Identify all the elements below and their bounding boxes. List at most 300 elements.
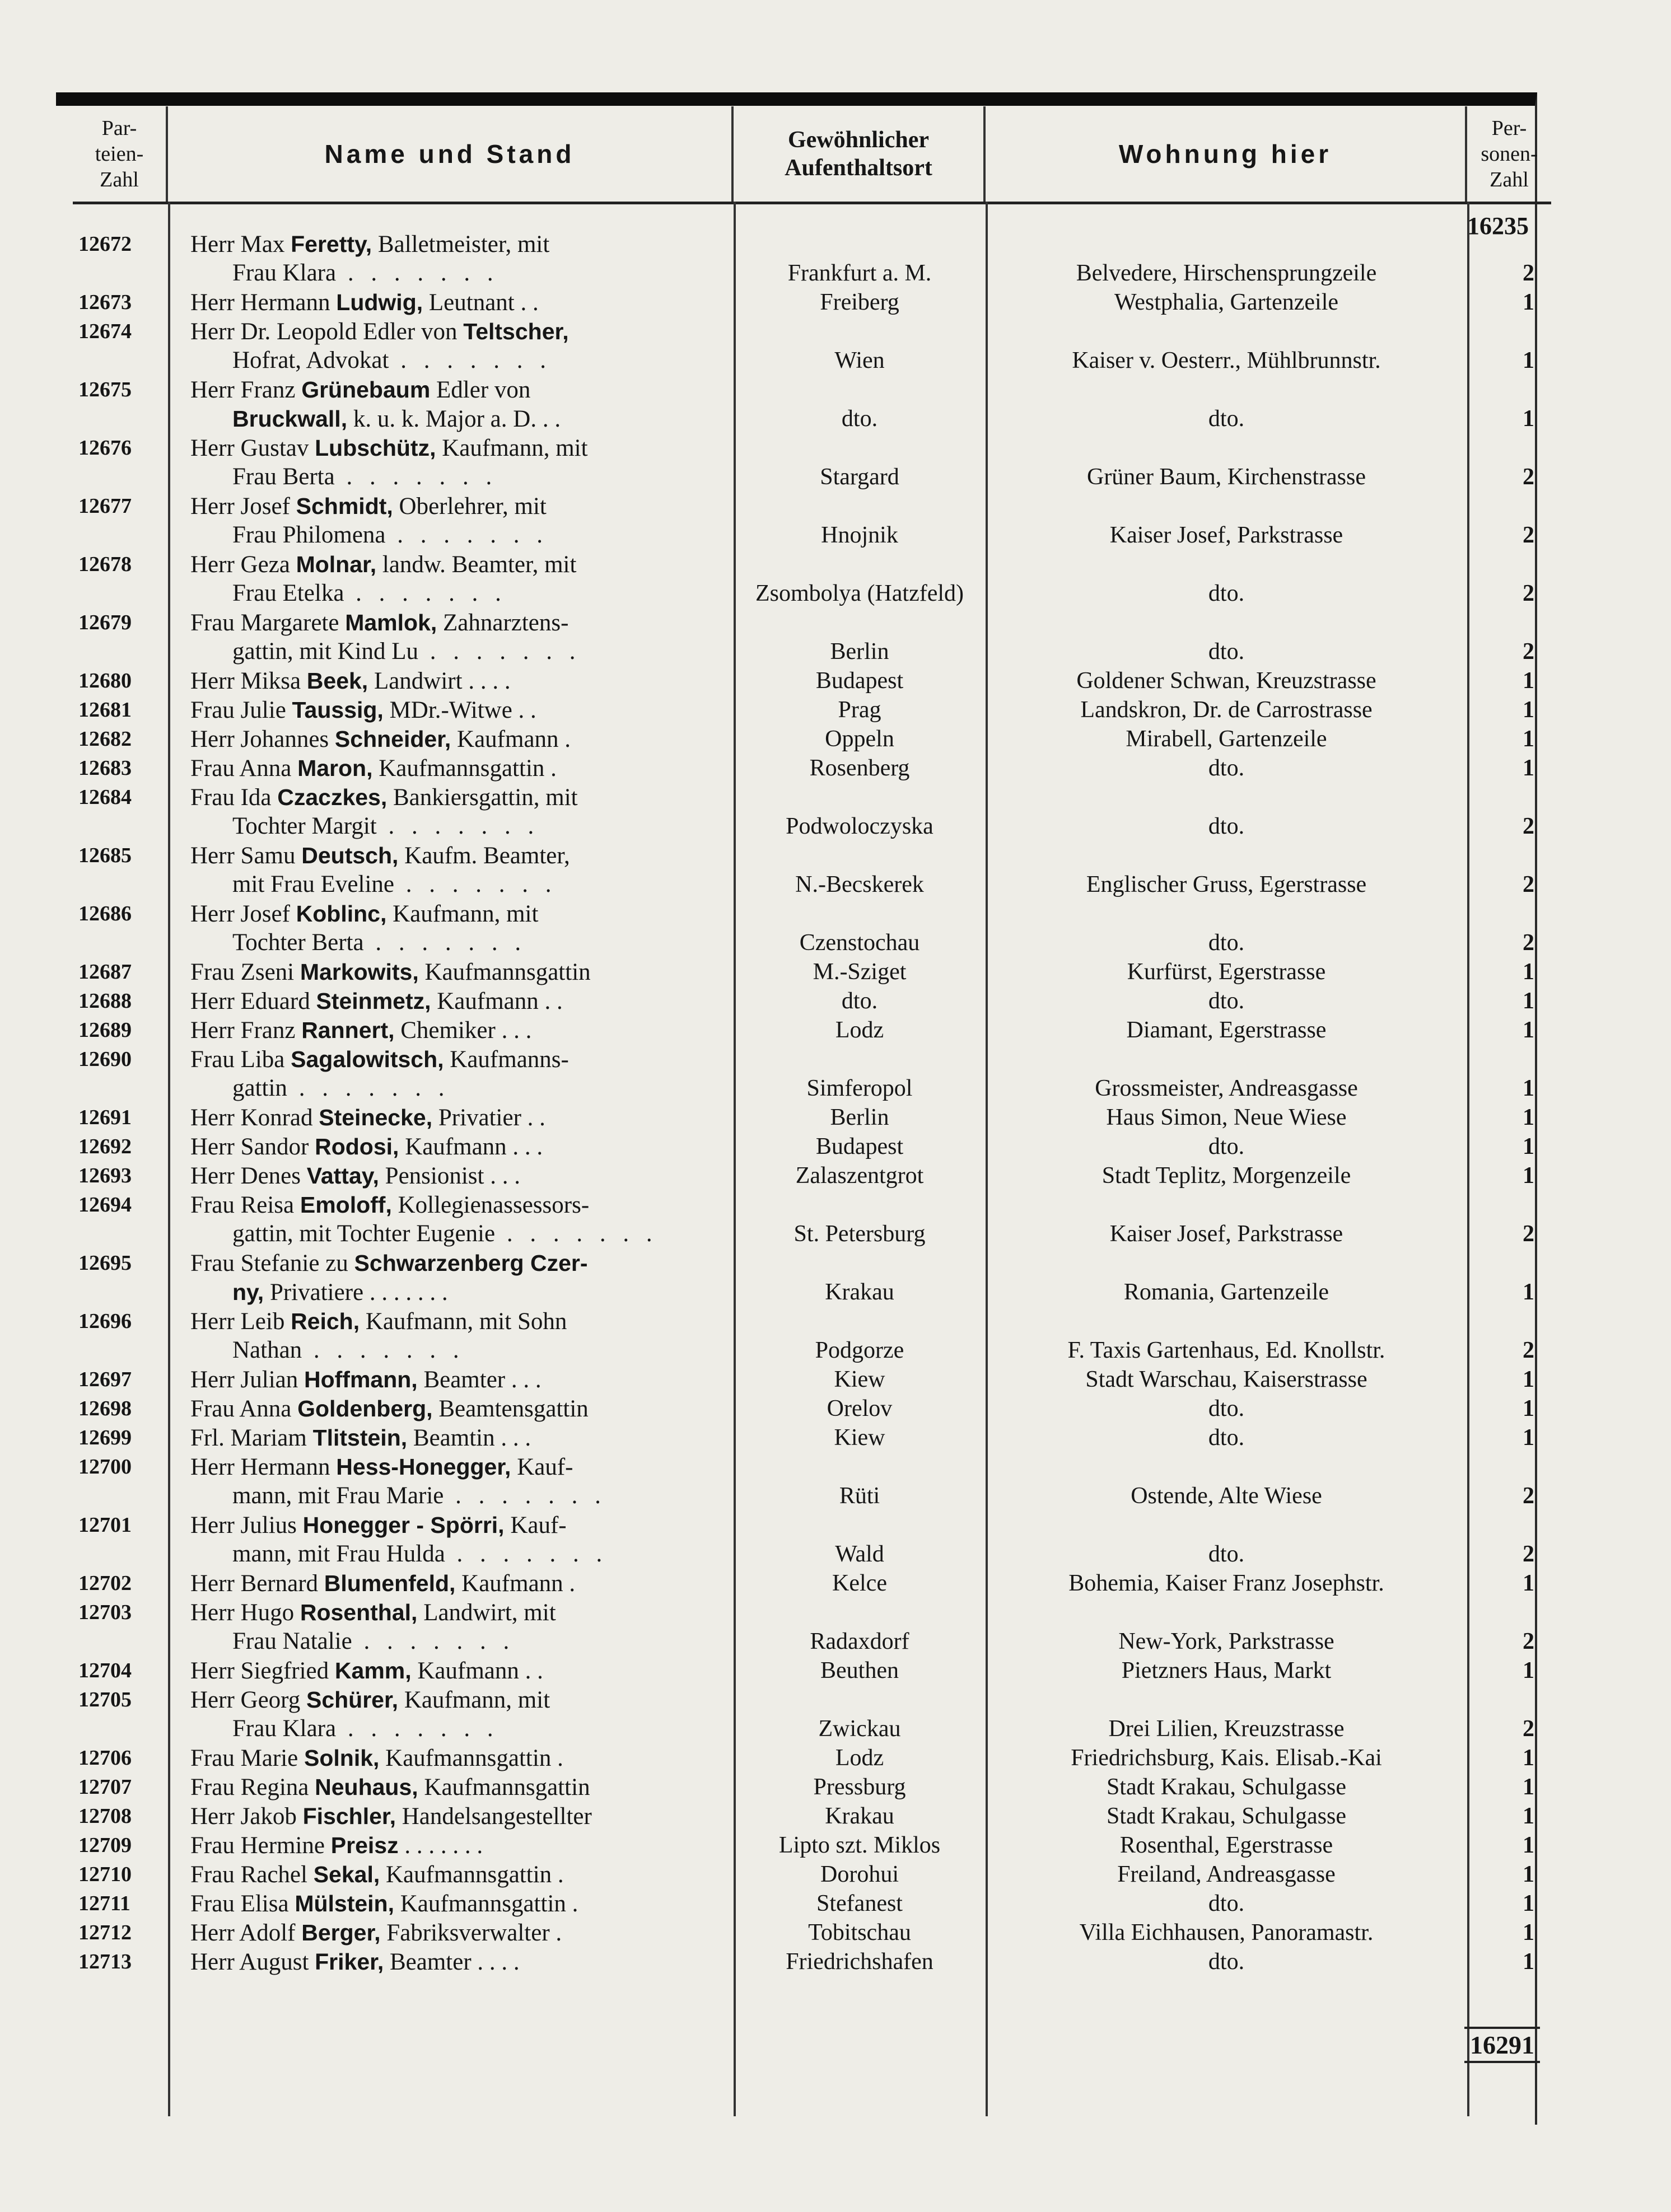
name-and-status: [168, 1016, 734, 1045]
name-text: Frau Margarete: [190, 610, 346, 636]
local-address: Drei Lilien, Kreuzstrasse: [1108, 1716, 1345, 1742]
name-line-continued: [190, 1074, 722, 1103]
name-line: [190, 1394, 722, 1423]
name-text: Frau Regina: [190, 1774, 315, 1801]
local-address: Stadt Krakau, Schulgasse: [1106, 1803, 1347, 1829]
local-address: Stadt Warschau, Kaiserstrasse: [1085, 1367, 1367, 1392]
name-text: Oberlehrer, mit: [393, 493, 547, 520]
name-text: Herr Johannes: [190, 726, 335, 752]
name-text: Herr Eduard: [190, 988, 316, 1014]
person-count: 2: [1523, 1221, 1534, 1247]
surname: Czaczkes,: [277, 784, 388, 810]
name-text: Tochter Margit: [232, 813, 377, 839]
name-line-continued: [190, 1540, 722, 1569]
table-row: [73, 1103, 1551, 1132]
name-and-status: [168, 1685, 734, 1743]
party-number: 12694: [78, 1193, 132, 1217]
table-row: [73, 1569, 1551, 1598]
name-text: Herr Konrad: [190, 1105, 319, 1131]
person-count: 1: [1523, 726, 1534, 752]
party-number: 12693: [78, 1164, 132, 1187]
local-address: Kaiser v. Oesterr., Mühlbrunnstr.: [1072, 348, 1381, 373]
name-text: Balletmeister, mit: [372, 231, 550, 258]
person-count: 2: [1523, 1338, 1534, 1363]
surname: Steinmetz,: [316, 988, 431, 1014]
name-line: [190, 1016, 722, 1045]
name-and-status: [168, 317, 734, 375]
leader-dots: . . . . . . .: [495, 1220, 658, 1247]
name-line-continued: [190, 928, 722, 957]
name-line: [190, 666, 722, 695]
usual-residence: Kiew: [834, 1367, 885, 1392]
usual-residence: Freiberg: [820, 289, 899, 315]
table-row: [73, 492, 1551, 550]
name-line-continued: [190, 259, 722, 288]
local-address: Pietzners Haus, Markt: [1121, 1658, 1332, 1683]
surname: Honegger - Spörri,: [302, 1512, 505, 1538]
name-line: [190, 1307, 722, 1336]
name-text: Herr Samu: [190, 843, 302, 869]
person-count: 2: [1523, 1483, 1534, 1509]
table-row: [73, 1773, 1551, 1802]
name-text: Kaufmannsgattin .: [379, 1745, 563, 1771]
party-number: 12701: [78, 1513, 132, 1537]
name-and-status: [168, 1860, 734, 1889]
name-and-status: [168, 754, 734, 783]
surname: Vattay,: [306, 1163, 379, 1189]
usual-residence: Dorohui: [820, 1862, 899, 1887]
name-line: [190, 695, 722, 724]
name-text: Kaufmann, mit: [398, 1687, 550, 1713]
surname: Steinecke,: [319, 1105, 433, 1130]
name-text: Frau Liba: [190, 1046, 291, 1073]
table-row: [73, 550, 1551, 608]
table-row: [73, 608, 1551, 666]
name-text: Fabriksverwalter .: [380, 1920, 562, 1946]
name-line: [190, 841, 722, 870]
usual-residence: Rüti: [839, 1483, 880, 1509]
surname: Mülstein,: [295, 1891, 394, 1916]
table-row: [73, 957, 1551, 986]
surname: Markowits,: [300, 959, 419, 985]
usual-residence: Krakau: [825, 1803, 894, 1829]
name-text: Herr August: [190, 1949, 315, 1975]
name-text: Herr Denes: [190, 1163, 307, 1189]
name-and-status: [168, 986, 734, 1016]
person-count: 1: [1523, 1891, 1534, 1916]
leader-dots: . . . . . . .: [336, 260, 499, 286]
surname: Molnar,: [296, 551, 377, 577]
surname: Schneider,: [334, 726, 451, 752]
local-address: Diamant, Egerstrasse: [1126, 1017, 1327, 1043]
party-number: 12711: [78, 1892, 130, 1915]
person-count: 1: [1523, 1105, 1534, 1130]
name-line: [190, 1045, 722, 1074]
party-number: 12673: [78, 291, 132, 314]
party-number: 12697: [78, 1368, 132, 1391]
name-text: Herr Sandor: [190, 1134, 315, 1160]
name-text: Kaufmann, mit: [436, 435, 588, 461]
person-count: 1: [1523, 755, 1534, 781]
party-number: 12688: [78, 989, 132, 1013]
usual-residence: dto.: [841, 988, 878, 1014]
usual-residence: Tobitschau: [808, 1920, 911, 1946]
name-text: Chemiker . . .: [394, 1017, 532, 1044]
table-row: [73, 1889, 1551, 1918]
name-and-status: [168, 608, 734, 666]
person-count: 1: [1523, 668, 1534, 694]
leader-dots: . . . . . . .: [302, 1337, 465, 1363]
name-text: Bankiersgattin, mit: [387, 784, 578, 811]
local-address: Goldener Schwan, Kreuzstrasse: [1076, 668, 1376, 694]
local-address: Belvedere, Hirschensprungzeile: [1076, 260, 1377, 286]
name-and-status: [168, 1103, 734, 1132]
table-row: [73, 899, 1551, 957]
name-and-status: [168, 1132, 734, 1161]
surname: Teltscher,: [463, 319, 569, 344]
name-text: Kaufmann, mit: [386, 901, 539, 927]
name-line: [190, 1598, 722, 1627]
name-line: [190, 1510, 722, 1540]
person-count: 1: [1523, 1396, 1534, 1421]
name-and-status: [168, 695, 734, 724]
table-row: [73, 288, 1551, 317]
surname: Reich,: [291, 1308, 360, 1334]
name-text: mann, mit Frau Marie: [232, 1483, 444, 1509]
name-line: [190, 1452, 722, 1481]
name-line-continued: [190, 1714, 722, 1743]
name-line: [190, 1947, 722, 1976]
table-row: [73, 695, 1551, 724]
usual-residence: Podgorze: [815, 1338, 904, 1363]
name-text: Kaufmannsgattin: [418, 1774, 590, 1801]
surname: Sagalowitsch,: [291, 1046, 444, 1072]
usual-residence: Beuthen: [820, 1658, 899, 1683]
usual-residence: M.-Sziget: [813, 959, 907, 985]
surname: Koblinc,: [296, 901, 387, 927]
name-text: Frau Klara: [232, 1715, 337, 1742]
party-number: 12679: [78, 611, 132, 634]
table-row: [73, 1365, 1551, 1394]
name-text: Frl. Mariam: [190, 1425, 313, 1451]
usual-residence: Stargard: [820, 464, 899, 490]
local-address: dto.: [1208, 930, 1245, 956]
usual-residence: St. Petersburg: [794, 1221, 926, 1247]
name-line: [190, 1773, 722, 1802]
header-place: Gewöhnlicher Aufenthaltsort: [734, 106, 986, 202]
name-and-status: [168, 1918, 734, 1947]
person-count: 1: [1523, 1803, 1534, 1829]
name-line-continued: [190, 1278, 722, 1307]
name-line: [190, 433, 722, 462]
party-number: 12677: [78, 494, 132, 518]
usual-residence: Berlin: [830, 639, 889, 665]
person-count: 1: [1523, 1279, 1534, 1305]
surname: Beek,: [306, 668, 368, 694]
name-line-continued: [190, 579, 722, 608]
name-line-continued: [190, 346, 722, 375]
usual-residence: Budapest: [815, 668, 904, 694]
local-address: Mirabell, Gartenzeile: [1126, 726, 1327, 752]
name-text: Herr Hermann: [190, 1454, 337, 1480]
name-and-status: [168, 666, 734, 695]
name-line: [190, 1656, 722, 1685]
local-address: dto.: [1208, 1541, 1245, 1567]
party-number: 12687: [78, 960, 132, 984]
name-text: Herr Josef: [190, 901, 296, 927]
party-number: 12681: [78, 698, 132, 722]
name-line-continued: [190, 812, 722, 841]
name-and-status: [168, 433, 734, 492]
local-address: Freiland, Andreasgasse: [1117, 1862, 1336, 1887]
name-line: [190, 1918, 722, 1947]
party-number: 12698: [78, 1397, 132, 1420]
usual-residence: Zalaszentgrot: [795, 1163, 924, 1189]
name-text: Edler von: [430, 377, 531, 403]
local-address: Friedrichsburg, Kais. Elisab.-Kai: [1071, 1745, 1382, 1771]
name-text: Herr Miksa: [190, 668, 307, 694]
local-address: Haus Simon, Neue Wiese: [1106, 1105, 1347, 1130]
name-text: landw. Beamter, mit: [376, 551, 577, 578]
usual-residence: Podwoloczyska: [786, 813, 933, 839]
table-row: [73, 754, 1551, 783]
name-text: Frau Julie: [190, 697, 292, 723]
header-name: Name und Stand: [168, 106, 734, 202]
usual-residence: Hnojnik: [821, 522, 898, 548]
name-text: gattin, mit Kind Lu: [232, 638, 419, 665]
party-number: 12691: [78, 1106, 132, 1129]
table-row: [73, 1743, 1551, 1773]
name-and-status: [168, 1831, 734, 1860]
usual-residence: Friedrichshafen: [786, 1949, 933, 1975]
surname: Grünebaum: [301, 377, 431, 403]
local-address: Bohemia, Kaiser Franz Josephstr.: [1068, 1570, 1384, 1596]
table-row: [73, 1248, 1551, 1307]
party-number: 12682: [78, 727, 132, 751]
local-address: Westphalia, Gartenzeile: [1114, 289, 1339, 315]
leader-dots: . . . . . . .: [363, 929, 527, 956]
person-count: 1: [1523, 959, 1534, 985]
surname: Berger,: [301, 1920, 381, 1946]
table-row: [73, 317, 1551, 375]
name-and-status: [168, 1510, 734, 1569]
name-text: Beamtensgattin: [432, 1396, 589, 1422]
local-address: Kaiser Josef, Parkstrasse: [1109, 522, 1343, 548]
usual-residence: Simferopol: [806, 1075, 913, 1101]
person-count: 2: [1523, 813, 1534, 839]
table-row: [73, 1190, 1551, 1248]
person-count: 1: [1523, 1774, 1534, 1800]
party-number: 12709: [78, 1834, 132, 1857]
party-number: 12702: [78, 1572, 132, 1595]
surname: Lubschütz,: [315, 435, 436, 461]
usual-residence: Kiew: [834, 1425, 885, 1451]
name-line: [190, 608, 722, 637]
party-number: 12692: [78, 1135, 132, 1158]
surname: Neuhaus,: [315, 1774, 418, 1800]
local-address: F. Taxis Gartenhaus, Ed. Knollstr.: [1067, 1338, 1385, 1363]
table-header: [73, 106, 1551, 204]
name-text: . . . . . . .: [398, 1832, 483, 1859]
name-and-status: [168, 375, 734, 433]
usual-residence: Wien: [834, 348, 885, 373]
party-number: 12674: [78, 320, 132, 343]
name-text: MDr.-Witwe . .: [383, 697, 536, 723]
person-count: 2: [1523, 930, 1534, 956]
name-text: Nathan: [232, 1337, 302, 1363]
person-count: 1: [1523, 1134, 1534, 1159]
table-row: [73, 1918, 1551, 1947]
name-and-status: [168, 1452, 734, 1510]
person-count: 1: [1523, 1075, 1534, 1101]
table-row: [73, 1947, 1551, 1976]
leader-dots: . . . . . . .: [376, 813, 540, 839]
name-text: Beamter . . .: [417, 1367, 542, 1393]
name-text: Kollegienassessors-: [391, 1192, 590, 1218]
local-address: dto.: [1208, 813, 1245, 839]
name-line: [190, 1161, 722, 1190]
name-text: Herr Geza: [190, 551, 296, 578]
party-number: 12680: [78, 669, 132, 693]
local-address: Landskron, Dr. de Carrostrasse: [1080, 697, 1373, 723]
table-row: [73, 783, 1551, 841]
name-text: mann, mit Frau Hulda: [232, 1541, 445, 1567]
name-line: [190, 550, 722, 579]
usual-residence: Lodz: [835, 1017, 884, 1043]
name-and-status: [168, 1248, 734, 1307]
name-text: Beamtin . . .: [407, 1425, 531, 1451]
name-and-status: [168, 550, 734, 608]
name-text: Frau Reisa: [190, 1192, 300, 1218]
party-number: 12684: [78, 785, 132, 809]
name-and-status: [168, 1743, 734, 1773]
name-line: [190, 1569, 722, 1598]
name-line: [190, 1103, 722, 1132]
local-address: dto.: [1208, 1891, 1245, 1916]
name-and-status: [168, 724, 734, 754]
usual-residence: Lipto szt. Miklos: [778, 1832, 941, 1858]
name-text: Herr Leib: [190, 1308, 291, 1335]
table-row: [73, 1685, 1551, 1743]
usual-residence: Wald: [835, 1541, 884, 1567]
person-count: 1: [1523, 1425, 1534, 1451]
name-text: Frau Rachel: [190, 1862, 314, 1888]
usual-residence: Orelov: [827, 1396, 893, 1421]
usual-residence: Radaxdorf: [810, 1629, 909, 1654]
party-number: 12689: [78, 1018, 132, 1042]
surname: Blumenfeld,: [324, 1570, 456, 1596]
usual-residence: Krakau: [825, 1279, 894, 1305]
table-row: [73, 986, 1551, 1016]
name-text: Frau Natalie: [232, 1628, 352, 1654]
name-and-status: [168, 288, 734, 317]
name-line-continued: [190, 1481, 722, 1510]
name-and-status: [168, 1307, 734, 1365]
party-number: 12676: [78, 436, 132, 460]
local-address: Kaiser Josef, Parkstrasse: [1109, 1221, 1343, 1247]
name-and-status: [168, 1161, 734, 1190]
person-count: 1: [1523, 406, 1534, 432]
name-text: Frau Ida: [190, 784, 278, 811]
name-text: Kaufmanns-: [444, 1046, 569, 1073]
person-count: 2: [1523, 581, 1534, 606]
name-line: [190, 1831, 722, 1860]
local-address: dto.: [1208, 406, 1245, 432]
table-row: [73, 1016, 1551, 1045]
name-text: Kauf-: [504, 1512, 567, 1538]
name-line: [190, 1423, 722, 1452]
name-and-status: [168, 1045, 734, 1103]
local-address: dto.: [1208, 581, 1245, 606]
surname: Taussig,: [292, 697, 384, 723]
surname: ny,: [232, 1279, 264, 1305]
leader-dots: . . . . . . .: [336, 1715, 499, 1742]
usual-residence: Zwickau: [818, 1716, 901, 1742]
name-text: Kaufmannsgattin: [418, 959, 591, 985]
local-address: dto.: [1208, 988, 1245, 1014]
leader-dots: . . . . . . .: [389, 347, 552, 373]
header-person-count: Per- sonen- Zahl: [1481, 116, 1538, 191]
surname: Maron,: [297, 755, 373, 781]
local-address: New-York, Parkstrasse: [1118, 1629, 1334, 1654]
person-count: 1: [1523, 289, 1534, 315]
name-text: Herr Hugo: [190, 1600, 300, 1626]
table-row: [73, 1161, 1551, 1190]
name-text: Handelsangestellter: [395, 1803, 592, 1830]
party-number: 12678: [78, 553, 132, 576]
table-row: [73, 1656, 1551, 1685]
name-text: Herr Georg: [190, 1687, 306, 1713]
name-and-status: [168, 1569, 734, 1598]
surname: Rannert,: [301, 1017, 395, 1043]
name-text: Kaufmann . . .: [399, 1134, 543, 1160]
party-number: 12700: [78, 1455, 132, 1479]
table-row: [73, 724, 1551, 754]
local-address: Ostende, Alte Wiese: [1131, 1483, 1322, 1509]
usual-residence: Kelce: [832, 1570, 887, 1596]
surname: Fischler,: [302, 1803, 396, 1829]
name-text: Herr Dr. Leopold Edler von: [190, 319, 464, 345]
name-text: Landwirt, mit: [417, 1600, 556, 1626]
name-text: Frau Etelka: [232, 580, 344, 606]
name-text: gattin, mit Tochter Eugenie: [232, 1220, 496, 1247]
name-text: Herr Hermann: [190, 289, 337, 316]
name-text: Herr Adolf: [190, 1920, 302, 1946]
name-text: Kaufmannsgattin .: [394, 1891, 578, 1917]
name-line: [190, 1190, 722, 1219]
party-number: 12685: [78, 844, 132, 867]
name-and-status: [168, 841, 734, 899]
surname: Tlitstein,: [312, 1425, 408, 1451]
party-number: 12696: [78, 1310, 132, 1333]
usual-residence: Stefanest: [816, 1891, 903, 1916]
local-address: Romania, Gartenzeile: [1123, 1279, 1329, 1305]
local-address: dto.: [1208, 755, 1245, 781]
name-and-status: [168, 1773, 734, 1802]
surname: Feretty,: [291, 231, 372, 257]
party-number: 12710: [78, 1863, 132, 1886]
local-address: Stadt Teplitz, Morgenzeile: [1101, 1163, 1351, 1189]
usual-residence: Oppeln: [825, 726, 894, 752]
table-row: [73, 1423, 1551, 1452]
name-line: [190, 986, 722, 1016]
name-and-status: [168, 492, 734, 550]
name-text: Frau Anna: [190, 755, 298, 782]
name-text: Herr Bernard: [190, 1570, 324, 1597]
person-count: 1: [1523, 1367, 1534, 1392]
surname: Schwarzenberg Czer-: [354, 1250, 588, 1276]
name-line: [190, 899, 722, 928]
